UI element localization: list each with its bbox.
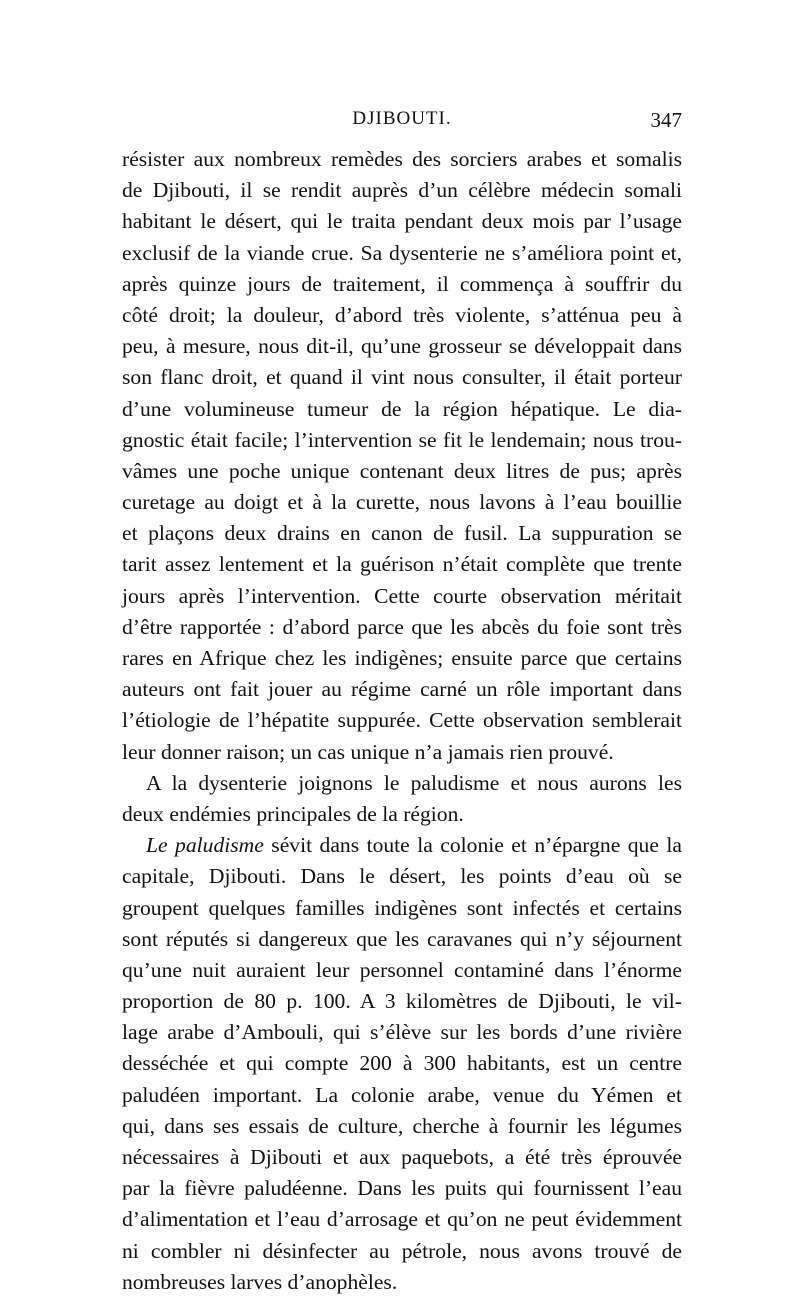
text-line: desséchée et qui compte 200 à 300 habitants, est un centre — [122, 1051, 682, 1076]
text-line: deux endémies principales de la région. — [122, 801, 464, 826]
text-line: côté droit; la douleur, d’abord très violente, s’atténua peu à — [122, 302, 682, 327]
text-line: d’une volumineuse tumeur de la région hépatique. Le dia- — [122, 396, 682, 421]
text-line: l’étiologie de l’hépatite suppurée. Cette observation semblerait — [122, 708, 682, 733]
page-header — [122, 108, 682, 138]
text-line: gnostic était facile; l’intervention se fit le lendemain; nous trou- — [122, 427, 682, 452]
running-title: DJIBOUTI. — [352, 108, 452, 129]
text-line: habitant le désert, qui le traita pendant deux mois par l’usage — [122, 209, 682, 234]
text-line: exclusif de la viande crue. Sa dysenterie ne s’améliora point et, — [122, 240, 682, 265]
text-line: son flanc droit, et quand il vint nous consulter, il était porteur — [122, 365, 682, 390]
text-line: curetage au doigt et à la curette, nous lavons à l’eau bouillie — [122, 490, 682, 515]
text-line: qu’une nuit auraient leur personnel contaminé dans l’énorme — [122, 957, 682, 982]
text-line: peu, à mesure, nous dit-il, qu’une grosseur se développait dans — [122, 334, 682, 359]
text-line: par la fièvre paludéenne. Dans les puits qui fournissent l’eau — [122, 1176, 682, 1201]
text-line: jours après l’intervention. Cette courte observation méritait — [122, 583, 682, 608]
text-line: et plaçons deux drains en canon de fusil. La suppuration se — [122, 521, 682, 546]
text-line: tarit assez lentement et la guérison n’était complète que trente — [122, 552, 682, 577]
body-text — [122, 144, 682, 1298]
text-line: groupent quelques familles indigènes sont infectés et certains — [122, 895, 682, 920]
text-line: A la dysenterie joignons le paludisme et nous aurons les — [146, 770, 682, 795]
page-number: 347 — [650, 108, 682, 132]
text-line: résister aux nombreux remèdes des sorciers arabes et somalis — [122, 147, 682, 171]
text-line-rest: sévit dans toute la colonie et n’épargne que la — [271, 833, 682, 858]
text-line: d’être rapportée : d’abord parce que les abcès du foie sont très — [122, 614, 682, 639]
text-line-with-italic — [122, 830, 682, 861]
text-line: sont réputés si dangereux que les caravanes qui n’y séjournent — [122, 926, 682, 951]
text-line: qui, dans ses essais de culture, cherche à fournir les légumes — [122, 1113, 682, 1138]
text-line: lage arabe d’Ambouli, qui s’élève sur les bords d’une rivière — [122, 1020, 682, 1045]
text-line: proportion de 80 p. 100. A 3 kilomètres de Djibouti, le vil- — [122, 989, 682, 1014]
text-line: rares en Afrique chez les indigènes; ensuite parce que certains — [122, 646, 682, 670]
text-line: d’alimentation et l’eau d’arrosage et qu’on ne peut évidemment — [122, 1207, 682, 1232]
text-line: leur donner raison; un cas unique n’a jamais rien prouvé. — [122, 739, 614, 764]
text-line: capitale, Djibouti. Dans le désert, les points d’eau où se — [122, 864, 682, 889]
italic-lead: Le paludisme — [146, 833, 264, 858]
text-line: auteurs ont fait jouer au régime carné un rôle important dans — [122, 677, 682, 702]
text-line: de Djibouti, il se rendit auprès d’un célèbre médecin somali — [122, 178, 682, 203]
text-line: vâmes une poche unique contenant deux litres de pus; après — [122, 458, 682, 483]
text-line: ni combler ni désinfecter au pétrole, nous avons trouvé de — [122, 1238, 682, 1263]
text-line: nombreuses larves d’anophèles. — [122, 1269, 398, 1294]
text-line: nécessaires à Djibouti et aux paquebots, a été très éprouvée — [122, 1145, 682, 1169]
text-line: paludéen important. La colonie arabe, venue du Yémen et — [122, 1082, 682, 1107]
text-line: après quinze jours de traitement, il commença à souffrir du — [122, 271, 682, 296]
